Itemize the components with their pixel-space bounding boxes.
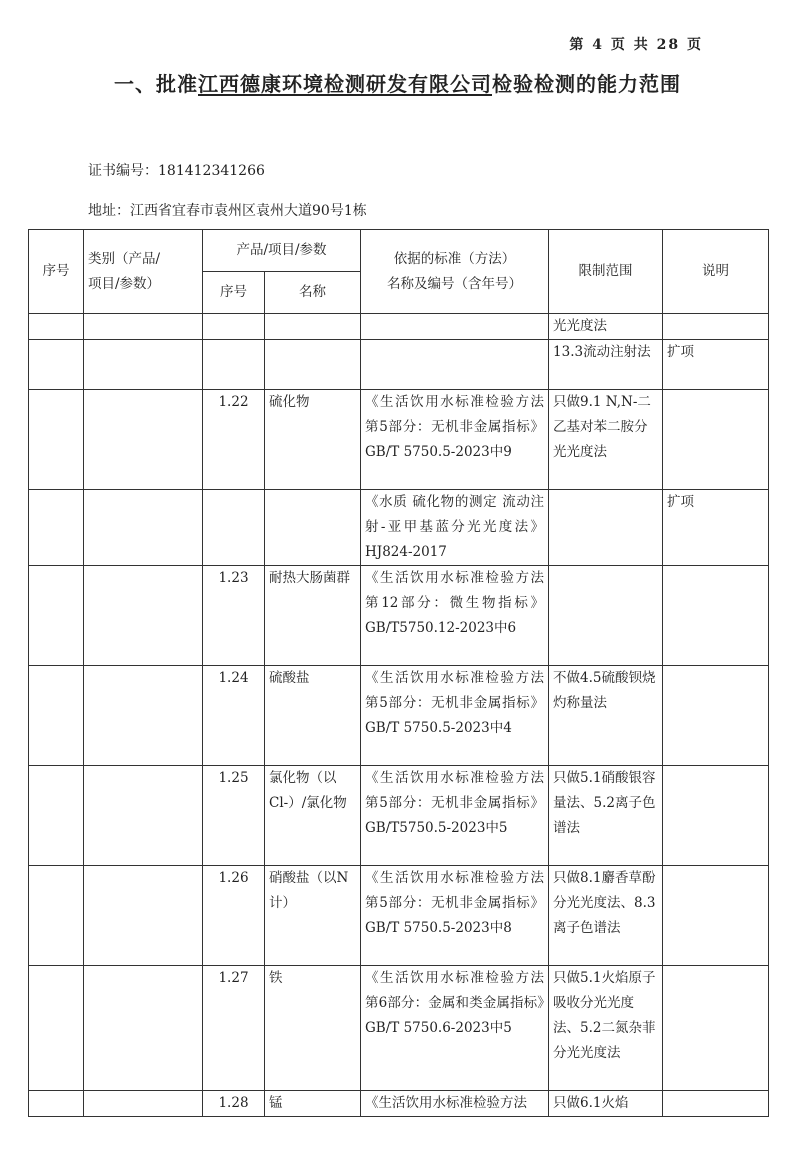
title-prefix: 一、批准: [114, 72, 198, 96]
cell-limit: 只做5.1硝酸银容量法、5.2离子色谱法: [549, 766, 663, 866]
cell-standard: 《生活饮用水标准检验方法 第6部分：金属和类金属指标》GB/T 5750.6-2023中5: [361, 966, 549, 1091]
header-standard-line2: 名称及编号（含年号）: [387, 275, 523, 292]
cell-name: 氯化物（以Cl-）/氯化物: [265, 766, 361, 866]
table-row: [29, 340, 769, 390]
cell-category: [84, 490, 203, 566]
cell-limit: [549, 566, 663, 666]
cell-standard: 《生活饮用水标准检验方法 第12部分：微生物指标》GB/T5750.12-2023中6: [361, 566, 549, 666]
cell-sub-seq: [203, 314, 265, 340]
cell-name: 硫酸盐: [265, 666, 361, 766]
cell-sub-seq: [203, 490, 265, 566]
cell-note: [663, 866, 769, 966]
cell-name: 硫化物: [265, 390, 361, 490]
cell-limit: 只做5.1火焰原子吸收分光光度法、5.2二氮杂菲分光光度法: [549, 966, 663, 1091]
cell-seq: [29, 1091, 84, 1117]
header-standard: [361, 230, 549, 314]
cell-category: [84, 390, 203, 490]
cell-sub-seq: 1.25: [203, 766, 265, 866]
cell-sub-seq: 1.26: [203, 866, 265, 966]
title-company: 江西德康环境检测研发有限公司: [198, 72, 492, 96]
cell-sub-seq: 1.27: [203, 966, 265, 1091]
cell-sub-seq: [203, 340, 265, 390]
cell-category: [84, 966, 203, 1091]
cell-category: [84, 1091, 203, 1117]
cell-note: [663, 666, 769, 766]
address: 地址：江西省宜春市袁州区袁州大道90号1栋: [88, 203, 367, 219]
cell-note: [663, 390, 769, 490]
cell-sub-seq: 1.24: [203, 666, 265, 766]
cell-sub-seq: 1.28: [203, 1091, 265, 1117]
cell-note: 扩项: [663, 340, 769, 390]
cell-standard: 《生活饮用水标准检验方法 第5部分：无机非金属指标》GB/T 5750.5-2023中9: [361, 390, 549, 490]
header-name: 名称: [265, 272, 361, 314]
header-note: 说明: [663, 230, 769, 314]
cell-limit: 只做9.1 N,N-二乙基对苯二胺分光光度法: [549, 390, 663, 490]
cell-standard: 《生活饮用水标准检验方法 第5部分：无机非金属指标》GB/T 5750.5-2023中4: [361, 666, 549, 766]
header-seq: 序号: [29, 230, 84, 314]
cell-standard: 《生活饮用水标准检验方法 第5部分：无机非金属指标》GB/T 5750.5-2023中8: [361, 866, 549, 966]
title-suffix: 检验检测的能力范围: [492, 72, 681, 96]
cell-seq: [29, 866, 84, 966]
cell-seq: [29, 666, 84, 766]
cell-name: 耐热大肠菌群: [265, 566, 361, 666]
table-row: [29, 490, 769, 566]
header-category-line2: 项目/参数）: [88, 275, 161, 292]
header-standard-line1: 依据的标准（方法）: [393, 250, 516, 267]
cell-standard: 《生活饮用水标准检验方法 第5部分：无机非金属指标》GB/T5750.5-2023中5: [361, 766, 549, 866]
cell-category: [84, 340, 203, 390]
table-row: [29, 566, 769, 666]
cell-standard: [361, 314, 549, 340]
cell-standard: [361, 340, 549, 390]
cell-limit: 只做6.1火焰: [549, 1091, 663, 1117]
cell-category: [84, 766, 203, 866]
cell-note: 扩项: [663, 490, 769, 566]
capability-table: [28, 229, 769, 1117]
cell-name: [265, 340, 361, 390]
cell-sub-seq: 1.23: [203, 566, 265, 666]
table-row: [29, 390, 769, 490]
cell-note: [663, 1091, 769, 1117]
certificate-number: 证书编号：181412341266: [88, 163, 265, 179]
cell-name: [265, 490, 361, 566]
cell-limit: [549, 490, 663, 566]
header-limit: 限制范围: [549, 230, 663, 314]
cell-limit: 只做8.1麝香草酚分光光度法、8.3离子色谱法: [549, 866, 663, 966]
cell-seq: [29, 314, 84, 340]
cell-category: [84, 866, 203, 966]
cell-note: [663, 966, 769, 1091]
table-row: [29, 314, 769, 340]
cell-seq: [29, 966, 84, 1091]
page-number: 第 4 页 共 28 页: [569, 37, 703, 53]
table-row: [29, 866, 769, 966]
header-category-line1: 类别（产品/: [88, 250, 161, 267]
cell-name: 铁: [265, 966, 361, 1091]
cell-seq: [29, 766, 84, 866]
cell-seq: [29, 566, 84, 666]
cell-category: [84, 666, 203, 766]
cell-limit: 13.3流动注射法: [549, 340, 663, 390]
table-row: [29, 1091, 769, 1117]
cell-seq: [29, 340, 84, 390]
table-row: [29, 966, 769, 1091]
cell-limit: 光光度法: [549, 314, 663, 340]
cell-seq: [29, 390, 84, 490]
cell-limit: 不做4.5硫酸钡烧灼称量法: [549, 666, 663, 766]
cell-note: [663, 566, 769, 666]
cell-name: [265, 314, 361, 340]
header-category: [84, 230, 203, 314]
header-sub-seq: 序号: [203, 272, 265, 314]
cell-note: [663, 314, 769, 340]
table-row: [29, 666, 769, 766]
cell-standard: 《生活饮用水标准检验方法: [361, 1091, 549, 1117]
cell-note: [663, 766, 769, 866]
cell-seq: [29, 490, 84, 566]
cell-sub-seq: 1.22: [203, 390, 265, 490]
header-product-group: 产品/项目/参数: [203, 230, 361, 272]
cell-name: 硝酸盐（以N计）: [265, 866, 361, 966]
cell-category: [84, 314, 203, 340]
cell-category: [84, 566, 203, 666]
document-title: [0, 68, 795, 97]
cell-name: 锰: [265, 1091, 361, 1117]
cell-standard: 《水质 硫化物的测定 流动注射-亚甲基蓝分光光度法》HJ824-2017: [361, 490, 549, 566]
table-row: [29, 766, 769, 866]
